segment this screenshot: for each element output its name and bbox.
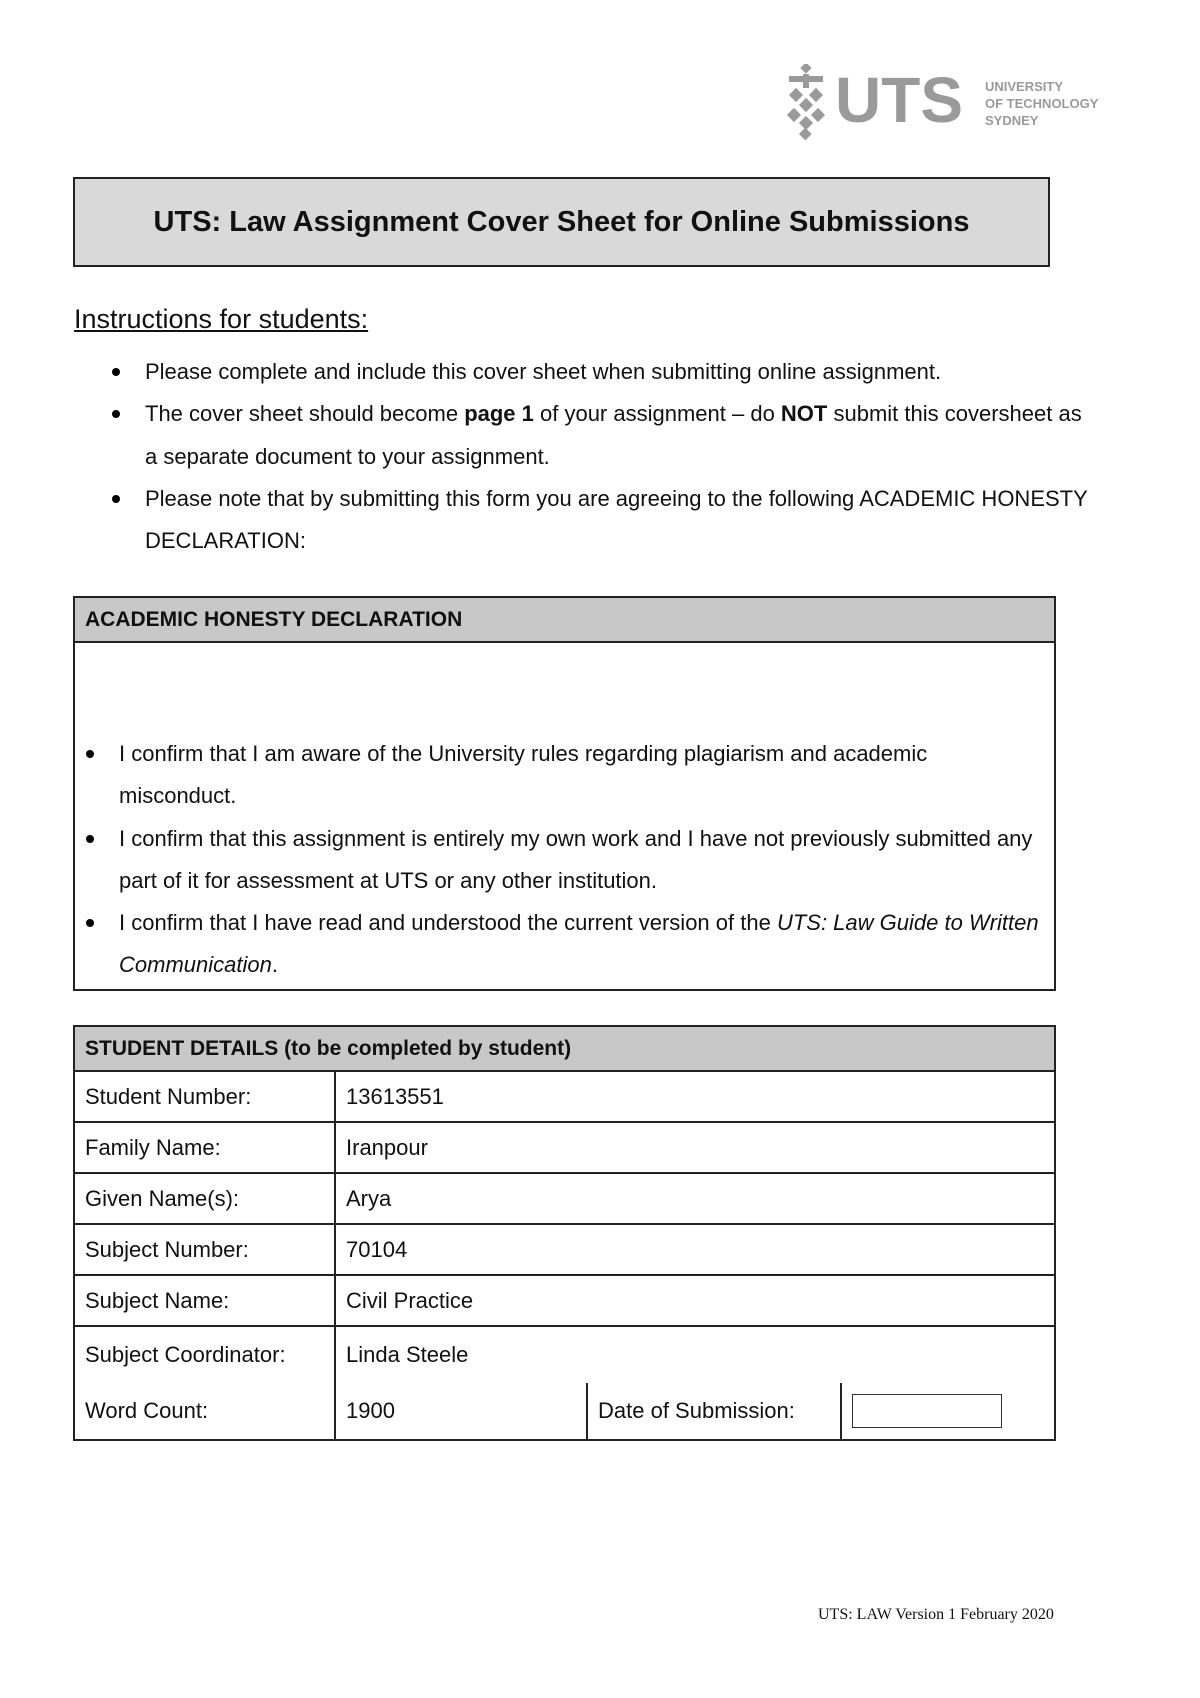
logo-line: SYDNEY [985,113,1039,128]
field-value[interactable]: Linda Steele [335,1326,1054,1383]
logo-line: OF TECHNOLOGY [985,96,1099,111]
list-item [119,818,1039,903]
academic-honesty-declaration [73,596,1056,991]
text-run: submit this coversheet as a separate document to your assignment. [145,401,1082,469]
list-item [119,902,1039,987]
text-run: I confirm that this assignment is entirely my own work and I have not previously submitted any part of it for assessment at UTS or any other institution. [119,825,1033,893]
field-value[interactable]: Civil Practice [335,1275,1054,1326]
field-label: Subject Coordinator: [75,1326,335,1383]
instructions-list [145,351,1095,562]
field-label: Student Number: [75,1072,335,1122]
date-of-submission-field[interactable] [852,1394,1002,1428]
logo-line: UNIVERSITY [985,79,1064,94]
date-label: Date of Submission: [587,1383,841,1439]
text-run: I confirm that I am aware of the University rules regarding plagiarism and academic misconduct. [119,741,928,809]
table-row [75,1275,1054,1326]
table-row [75,1072,1054,1122]
list-item [145,351,1095,393]
word-count-label: Word Count: [75,1383,335,1439]
field-label: Subject Number: [75,1224,335,1275]
declaration-list [119,733,1039,987]
field-label: Subject Name: [75,1275,335,1326]
list-item [119,733,1039,818]
text-run: NOT [780,401,828,427]
text-run: UTS: Law Guide to Written Communication [119,910,1039,978]
field-label: Given Name(s): [75,1173,335,1224]
table-row [75,1224,1054,1275]
text-run: I confirm that I have read and understood the current version of the [119,910,777,936]
text-run: Please complete and include this cover sheet when submitting online assignment. [145,359,942,384]
date-cell [841,1383,1054,1439]
instructions-heading: Instructions for students: [74,304,369,334]
list-item [145,478,1095,563]
field-value[interactable]: 13613551 [335,1072,1054,1122]
heading-rest: (to be completed by student) [278,1037,572,1060]
uts-logo [785,64,1115,142]
field-value[interactable]: 70104 [335,1224,1054,1275]
field-value[interactable]: Iranpour [335,1122,1054,1173]
text-run: The cover sheet should become [145,401,465,427]
text-run: page 1 [464,401,534,427]
word-count-value[interactable]: 1900 [335,1383,587,1439]
heading-bold: STUDENT DETAILS [85,1037,279,1060]
field-value[interactable]: Arya [335,1173,1054,1224]
text-run: . [271,952,278,978]
field-label: Family Name: [75,1122,335,1173]
footer-version: UTS: LAW Version 1 February 2020 [818,1606,1054,1623]
logo-wordmark: UTS [835,64,963,136]
table-row [75,1383,1054,1439]
logo-subtitle [985,78,1098,129]
table-row [75,1173,1054,1224]
text-run: of your assignment – do [533,401,781,427]
page-title: UTS: Law Assignment Cover Sheet for Online Submissions [73,177,1050,267]
table-row [75,1326,1054,1383]
table-row [75,1122,1054,1173]
text-run: Please note that by submitting this form you are agreeing to the following ACADEMIC HONESTY DECLARATION: [145,485,1088,554]
declaration-heading: ACADEMIC HONESTY DECLARATION [75,598,1054,643]
student-details-table [73,1025,1056,1441]
list-item [145,393,1095,478]
student-details-heading [75,1027,1054,1072]
uts-crest-icon [785,64,829,140]
